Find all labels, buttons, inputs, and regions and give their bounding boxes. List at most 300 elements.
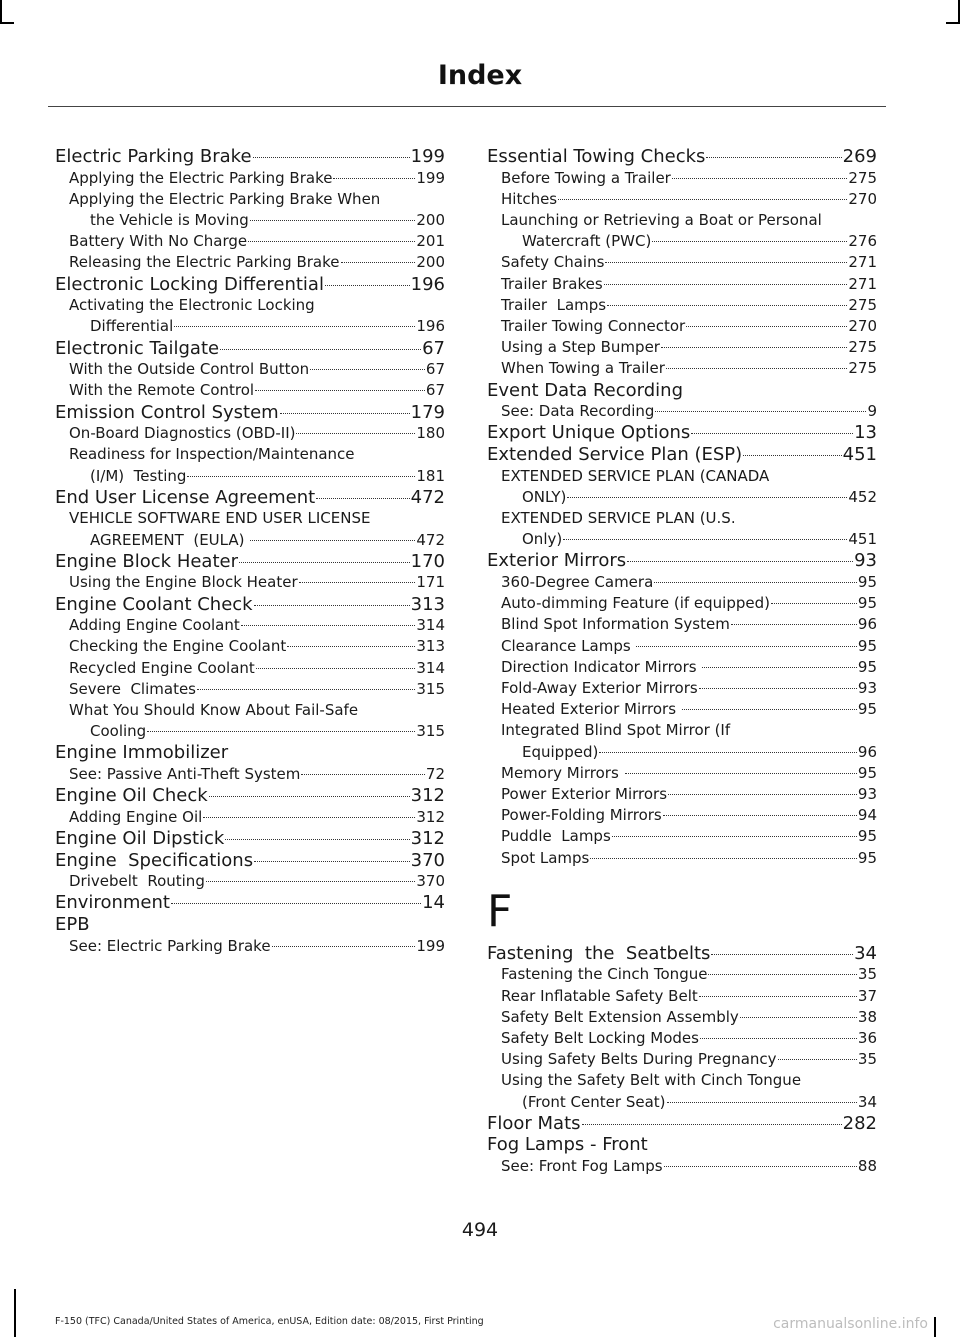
index-subentry bbox=[487, 678, 877, 699]
page-reference: 271 bbox=[848, 253, 877, 272]
entry-label: Spot Lamps bbox=[501, 848, 590, 867]
entry-label: Trailer Lamps bbox=[501, 295, 607, 314]
entry-label: End User License Agreement bbox=[55, 486, 316, 508]
index-subentry bbox=[55, 679, 445, 700]
page-reference: 14 bbox=[422, 892, 445, 914]
index-subentry bbox=[55, 380, 445, 401]
page-reference: 34 bbox=[854, 942, 877, 964]
dot-leader bbox=[699, 996, 857, 997]
index-entry bbox=[55, 551, 445, 573]
page-reference: 314 bbox=[416, 616, 445, 635]
page-reference: 452 bbox=[848, 487, 877, 506]
page-reference: 275 bbox=[848, 338, 877, 357]
page-reference: 72 bbox=[425, 765, 445, 784]
index-subentry bbox=[487, 826, 877, 847]
page-reference: 95 bbox=[857, 700, 877, 719]
page-reference: 269 bbox=[842, 146, 877, 167]
index-subentry bbox=[487, 848, 877, 869]
entry-label: Blind Spot Information System bbox=[501, 615, 730, 634]
index-subentry-continued bbox=[55, 721, 445, 742]
entry-label: (I/M) Testing bbox=[90, 466, 187, 485]
dot-leader bbox=[664, 1166, 857, 1167]
index-subentry-continued bbox=[487, 487, 877, 508]
index-subentry bbox=[55, 658, 445, 679]
entry-label: 360-Degree Camera bbox=[501, 573, 654, 592]
index-subentry bbox=[487, 401, 877, 422]
page-reference: 34 bbox=[857, 1092, 877, 1111]
page-reference: 451 bbox=[842, 444, 877, 466]
index-subentry bbox=[487, 805, 877, 826]
dot-leader bbox=[310, 369, 425, 370]
page-reference: 451 bbox=[848, 530, 877, 549]
entry-label: See: Front Fog Lamps bbox=[501, 1157, 663, 1176]
index-entry bbox=[55, 594, 445, 616]
entry-label: Engine Block Heater bbox=[55, 550, 238, 572]
index-subentry bbox=[55, 295, 445, 316]
dot-leader bbox=[333, 178, 415, 179]
entry-label: Power-Folding Mirrors bbox=[501, 806, 662, 825]
entry-label: Differential bbox=[90, 317, 174, 336]
dot-leader bbox=[582, 1124, 842, 1125]
crop-mark-top-left-h bbox=[0, 22, 14, 24]
index-subentry bbox=[487, 964, 877, 985]
entry-label: Engine Specifications bbox=[55, 849, 254, 871]
dot-leader bbox=[197, 689, 415, 690]
index-entry bbox=[55, 742, 445, 764]
entry-label: Engine Oil Check bbox=[55, 785, 208, 807]
page-reference: 181 bbox=[416, 466, 445, 485]
entry-label: Only) bbox=[522, 530, 563, 549]
dot-leader bbox=[250, 220, 416, 221]
dot-leader bbox=[731, 624, 857, 625]
entry-label: Emission Control System bbox=[55, 401, 279, 423]
index-subentry bbox=[55, 444, 445, 465]
dot-leader bbox=[612, 836, 857, 837]
index-entry bbox=[55, 828, 445, 850]
page-reference: 199 bbox=[416, 168, 445, 187]
entry-label: Safety Belt Extension Assembly bbox=[501, 1007, 739, 1026]
entry-label: Heated Exterior Mirrors bbox=[501, 700, 681, 719]
entry-label: Applying the Electric Parking Brake bbox=[69, 168, 333, 187]
dot-leader bbox=[220, 349, 421, 350]
page-reference: 13 bbox=[854, 422, 877, 444]
page-reference: 275 bbox=[848, 295, 877, 314]
index-subentry bbox=[487, 189, 877, 210]
index-subentry bbox=[487, 1028, 877, 1049]
entry-label: Severe Climates bbox=[69, 679, 196, 698]
dot-leader bbox=[700, 1038, 857, 1039]
page-reference: 282 bbox=[842, 1112, 877, 1134]
dot-leader bbox=[325, 285, 410, 286]
page-reference: 95 bbox=[857, 827, 877, 846]
page-reference: 370 bbox=[416, 872, 445, 891]
dot-leader bbox=[301, 774, 425, 775]
index-subentry bbox=[55, 423, 445, 444]
entry-label: Extended Service Plan (ESP) bbox=[487, 444, 743, 466]
index-subentry bbox=[55, 252, 445, 273]
entry-label: Puddle Lamps bbox=[501, 827, 611, 846]
dot-leader bbox=[147, 731, 415, 732]
dot-leader bbox=[209, 796, 410, 797]
index-entry bbox=[487, 550, 877, 572]
entry-label: See: Electric Parking Brake bbox=[69, 936, 271, 955]
dot-leader bbox=[605, 262, 847, 263]
index-entry bbox=[487, 943, 877, 965]
dot-leader bbox=[254, 861, 410, 862]
entry-label: Direction Indicator Mirrors bbox=[501, 657, 702, 676]
index-column-left bbox=[55, 146, 445, 957]
dot-leader bbox=[316, 498, 409, 499]
page-reference: 180 bbox=[416, 424, 445, 443]
page-reference: 312 bbox=[410, 785, 445, 807]
dot-leader bbox=[778, 1059, 857, 1060]
entry-label: What You Should Know About Fail-Safe bbox=[69, 701, 359, 720]
dot-leader bbox=[296, 433, 415, 434]
page-reference: 472 bbox=[416, 530, 445, 549]
dot-leader bbox=[666, 368, 847, 369]
dot-leader bbox=[171, 903, 421, 904]
index-entry bbox=[487, 444, 877, 466]
dot-leader bbox=[563, 539, 847, 540]
index-entry bbox=[487, 1113, 877, 1135]
entry-label: Rear Inflatable Safety Belt bbox=[501, 986, 698, 1005]
entry-label: AGREEMENT (EULA) bbox=[90, 530, 250, 549]
page-reference: 312 bbox=[410, 828, 445, 850]
page-reference: 200 bbox=[416, 211, 445, 229]
dot-leader bbox=[253, 157, 410, 158]
dot-leader bbox=[667, 1102, 857, 1103]
index-column-right bbox=[487, 146, 877, 1177]
dot-leader bbox=[287, 646, 415, 647]
index-subentry bbox=[487, 274, 877, 295]
entry-label: Electric Parking Brake bbox=[55, 146, 252, 167]
entry-label: Environment bbox=[55, 892, 170, 914]
header-divider bbox=[48, 106, 886, 107]
index-subentry bbox=[487, 699, 877, 720]
page-reference: 315 bbox=[416, 722, 445, 741]
dot-leader bbox=[699, 688, 857, 689]
page-reference: 179 bbox=[410, 401, 445, 423]
entry-label: Event Data Recording bbox=[487, 379, 684, 401]
dot-leader bbox=[652, 241, 847, 242]
entry-label: the Vehicle is Moving bbox=[90, 211, 249, 229]
watermark: carmanualsonline.info bbox=[773, 1316, 928, 1332]
entry-label: Electronic Locking Differential bbox=[55, 273, 324, 295]
index-subentry bbox=[55, 936, 445, 957]
index-subentry bbox=[487, 986, 877, 1007]
entry-label: Using Safety Belts During Pregnancy bbox=[501, 1050, 777, 1069]
entry-label: Activating the Electronic Locking bbox=[69, 296, 315, 315]
page-reference: 472 bbox=[410, 486, 445, 508]
page-reference: 270 bbox=[848, 189, 877, 208]
page-reference: 313 bbox=[416, 637, 445, 656]
dot-leader bbox=[174, 326, 415, 327]
page-reference: 93 bbox=[857, 679, 877, 698]
dot-leader bbox=[711, 954, 853, 955]
crop-mark-top-left bbox=[0, 0, 2, 24]
edition-footer: F-150 (TFC) Canada/United States of America, enUSA, Edition date: 08/2015, First Printing bbox=[55, 1316, 484, 1327]
entry-label: Battery With No Charge bbox=[69, 232, 248, 251]
page-reference: 67 bbox=[425, 360, 445, 379]
page-reference: 96 bbox=[857, 742, 877, 761]
dot-leader bbox=[686, 326, 847, 327]
page-reference: 95 bbox=[857, 636, 877, 655]
index-entry bbox=[487, 380, 877, 402]
dot-leader bbox=[604, 284, 848, 285]
dot-leader bbox=[254, 605, 410, 606]
dot-leader bbox=[702, 667, 857, 668]
index-subentry bbox=[487, 252, 877, 273]
index-subentry bbox=[487, 614, 877, 635]
dot-leader bbox=[672, 178, 848, 179]
page-reference: 170 bbox=[410, 550, 445, 572]
dot-leader bbox=[668, 794, 857, 795]
page-reference: 95 bbox=[857, 763, 877, 782]
index-subentry bbox=[487, 720, 877, 741]
page-reference: 200 bbox=[416, 253, 445, 272]
index-subentry bbox=[55, 636, 445, 657]
entry-label: Memory Mirrors bbox=[501, 763, 624, 782]
dot-leader bbox=[706, 157, 841, 158]
entry-label: Clearance Lamps bbox=[501, 636, 636, 655]
index-entry bbox=[55, 914, 445, 936]
entry-label: Releasing the Electric Parking Brake bbox=[69, 253, 340, 272]
index-entry bbox=[55, 338, 445, 360]
index-subentry bbox=[55, 764, 445, 785]
page-reference: 276 bbox=[848, 232, 877, 251]
index-subentry-continued bbox=[55, 466, 445, 487]
page-reference: 95 bbox=[857, 573, 877, 592]
page-reference: 38 bbox=[857, 1007, 877, 1026]
dot-leader bbox=[654, 582, 857, 583]
entry-label: Engine Oil Dipstick bbox=[55, 828, 225, 850]
page-reference: 171 bbox=[416, 573, 445, 592]
index-subentry bbox=[487, 657, 877, 678]
entry-label: Integrated Blind Spot Mirror (If bbox=[501, 721, 731, 740]
page-reference: 312 bbox=[416, 807, 445, 826]
page-reference: 95 bbox=[857, 848, 877, 867]
page-reference: 270 bbox=[848, 317, 877, 336]
page-reference: 201 bbox=[416, 232, 445, 251]
index-subentry bbox=[487, 508, 877, 529]
page-reference: 196 bbox=[416, 317, 445, 336]
index-subentry-continued bbox=[487, 742, 877, 763]
dot-leader bbox=[590, 858, 857, 859]
page-reference: 271 bbox=[848, 274, 877, 293]
dot-leader bbox=[691, 433, 853, 434]
index-entry bbox=[55, 146, 445, 168]
page-reference: 314 bbox=[416, 658, 445, 677]
entry-label: Equipped) bbox=[522, 742, 599, 761]
page-reference: 35 bbox=[857, 965, 877, 984]
entry-label: Auto-dimming Feature (if equipped) bbox=[501, 594, 770, 613]
page-reference: 36 bbox=[857, 1029, 877, 1048]
dot-leader bbox=[625, 773, 857, 774]
index-subentry bbox=[487, 1070, 877, 1091]
entry-label: EXTENDED SERVICE PLAN (CANADA bbox=[501, 466, 770, 485]
page-reference: 37 bbox=[857, 986, 877, 1005]
index-entry bbox=[487, 146, 877, 168]
dot-leader bbox=[655, 411, 866, 412]
page-reference: 95 bbox=[857, 594, 877, 613]
dot-leader bbox=[255, 390, 425, 391]
page-reference: 313 bbox=[410, 593, 445, 615]
dot-leader bbox=[636, 646, 856, 647]
dot-leader bbox=[187, 476, 415, 477]
index-subentry-continued bbox=[487, 231, 877, 252]
index-subentry bbox=[487, 210, 877, 231]
index-subentry bbox=[487, 1007, 877, 1028]
dot-leader bbox=[663, 815, 857, 816]
crop-mark-top-right-h bbox=[946, 22, 960, 24]
index-subentry bbox=[487, 1156, 877, 1177]
entry-label: Drivebelt Routing bbox=[69, 872, 205, 891]
entry-label: (Front Center Seat) bbox=[522, 1092, 666, 1111]
index-subentry bbox=[55, 508, 445, 529]
page-reference: 199 bbox=[410, 146, 445, 167]
index-entry bbox=[55, 785, 445, 807]
dot-leader bbox=[203, 817, 415, 818]
entry-label: Trailer Towing Connector bbox=[501, 317, 686, 336]
dot-leader bbox=[341, 262, 416, 263]
entry-label: Safety Belt Locking Modes bbox=[501, 1029, 699, 1048]
index-subentry-continued bbox=[55, 316, 445, 337]
index-subentry-continued bbox=[55, 530, 445, 551]
entry-label: Cooling bbox=[90, 722, 147, 741]
entry-label: Using a Step Bumper bbox=[501, 338, 660, 357]
index-subentry-continued bbox=[55, 210, 445, 231]
entry-label: Fastening the Seatbelts bbox=[487, 942, 711, 964]
entry-label: VEHICLE SOFTWARE END USER LICENSE bbox=[69, 509, 371, 528]
entry-label: Adding Engine Coolant bbox=[69, 616, 240, 635]
entry-label: Fog Lamps - Front bbox=[487, 1134, 648, 1156]
dot-leader bbox=[661, 347, 847, 348]
entry-label: When Towing a Trailer bbox=[501, 359, 665, 378]
page-reference: 96 bbox=[857, 615, 877, 634]
crop-mark-bottom-left bbox=[14, 1289, 16, 1337]
page-number: 494 bbox=[461, 1219, 499, 1241]
page-reference: 67 bbox=[422, 337, 445, 359]
dot-leader bbox=[241, 625, 416, 626]
dot-leader bbox=[206, 881, 416, 882]
page-reference: 35 bbox=[857, 1050, 877, 1069]
index-subentry bbox=[487, 636, 877, 657]
index-subentry bbox=[55, 700, 445, 721]
entry-label: Fold-Away Exterior Mirrors bbox=[501, 679, 698, 698]
page-reference: 199 bbox=[416, 936, 445, 955]
entry-label: Trailer Brakes bbox=[501, 274, 603, 293]
index-entry bbox=[55, 892, 445, 914]
index-subentry bbox=[487, 168, 877, 189]
section-letter: F bbox=[487, 885, 513, 937]
dot-leader bbox=[743, 455, 841, 456]
entry-label: On-Board Diagnostics (OBD-II) bbox=[69, 424, 296, 443]
index-subentry bbox=[487, 337, 877, 358]
page-reference: 94 bbox=[857, 806, 877, 825]
dot-leader bbox=[299, 582, 416, 583]
entry-label: Checking the Engine Coolant bbox=[69, 637, 287, 656]
index-entry bbox=[55, 402, 445, 424]
dot-leader bbox=[256, 668, 416, 669]
dot-leader bbox=[280, 413, 410, 414]
index-subentry-continued bbox=[487, 529, 877, 550]
index-subentry bbox=[55, 572, 445, 593]
page-reference: 88 bbox=[857, 1157, 877, 1176]
page-reference: 196 bbox=[410, 273, 445, 295]
entry-label: Applying the Electric Parking Brake When bbox=[69, 189, 381, 208]
dot-leader bbox=[740, 1017, 857, 1018]
dot-leader bbox=[225, 839, 409, 840]
page-reference: 370 bbox=[410, 849, 445, 871]
index-subentry bbox=[487, 358, 877, 379]
entry-label: EXTENDED SERVICE PLAN (U.S. bbox=[501, 509, 736, 528]
entry-label: With the Outside Control Button bbox=[69, 360, 310, 379]
entry-label: ONLY) bbox=[522, 487, 567, 506]
index-subentry bbox=[55, 807, 445, 828]
dot-leader bbox=[627, 561, 853, 562]
entry-label: EPB bbox=[55, 914, 90, 935]
dot-leader bbox=[708, 974, 856, 975]
entry-label: Before Towing a Trailer bbox=[501, 168, 671, 187]
entry-label: Adding Engine Oil bbox=[69, 807, 203, 826]
entry-label: Floor Mats bbox=[487, 1112, 581, 1134]
index-subentry bbox=[487, 1049, 877, 1070]
page-reference: 93 bbox=[854, 550, 877, 572]
index-subentry bbox=[55, 189, 445, 210]
index-subentry bbox=[55, 168, 445, 189]
dot-leader bbox=[239, 562, 410, 563]
dot-leader bbox=[558, 199, 847, 200]
page-reference: 275 bbox=[848, 359, 877, 378]
index-subentry bbox=[487, 295, 877, 316]
index-entry bbox=[55, 487, 445, 509]
entry-label: Essential Towing Checks bbox=[487, 146, 706, 167]
index-subentry bbox=[487, 593, 877, 614]
entry-label: See: Data Recording bbox=[501, 402, 655, 421]
index-entry bbox=[487, 422, 877, 444]
crop-mark-bottom-right bbox=[934, 1317, 936, 1337]
page-reference: 93 bbox=[857, 785, 877, 804]
entry-label: Export Unique Options bbox=[487, 422, 691, 444]
entry-label: Watercraft (PWC) bbox=[522, 232, 652, 251]
index-subentry bbox=[55, 359, 445, 380]
dot-leader bbox=[272, 946, 416, 947]
dot-leader bbox=[607, 305, 847, 306]
dot-leader bbox=[248, 241, 415, 242]
dot-leader bbox=[771, 603, 857, 604]
entry-label: Electronic Tailgate bbox=[55, 337, 220, 359]
page-reference: 315 bbox=[416, 679, 445, 698]
page-reference: 67 bbox=[425, 381, 445, 400]
dot-leader bbox=[599, 752, 857, 753]
index-subentry bbox=[55, 231, 445, 252]
index-entry bbox=[55, 850, 445, 872]
entry-label: Readiness for Inspection/Maintenance bbox=[69, 445, 355, 464]
entry-label: See: Passive Anti-Theft System bbox=[69, 765, 301, 784]
entry-label: Launching or Retrieving a Boat or Personal bbox=[501, 211, 822, 229]
entry-label: Using the Engine Block Heater bbox=[69, 573, 298, 592]
dot-leader bbox=[250, 540, 415, 541]
entry-label: Engine Immobilizer bbox=[55, 742, 229, 764]
index-entry bbox=[487, 1134, 877, 1156]
index-subentry bbox=[487, 763, 877, 784]
index-subentry bbox=[487, 466, 877, 487]
entry-label: Recycled Engine Coolant bbox=[69, 658, 255, 677]
entry-label: Using the Safety Belt with Cinch Tongue bbox=[501, 1071, 802, 1090]
index-subentry bbox=[487, 784, 877, 805]
entry-label: With the Remote Control bbox=[69, 381, 255, 400]
index-entry bbox=[55, 274, 445, 296]
